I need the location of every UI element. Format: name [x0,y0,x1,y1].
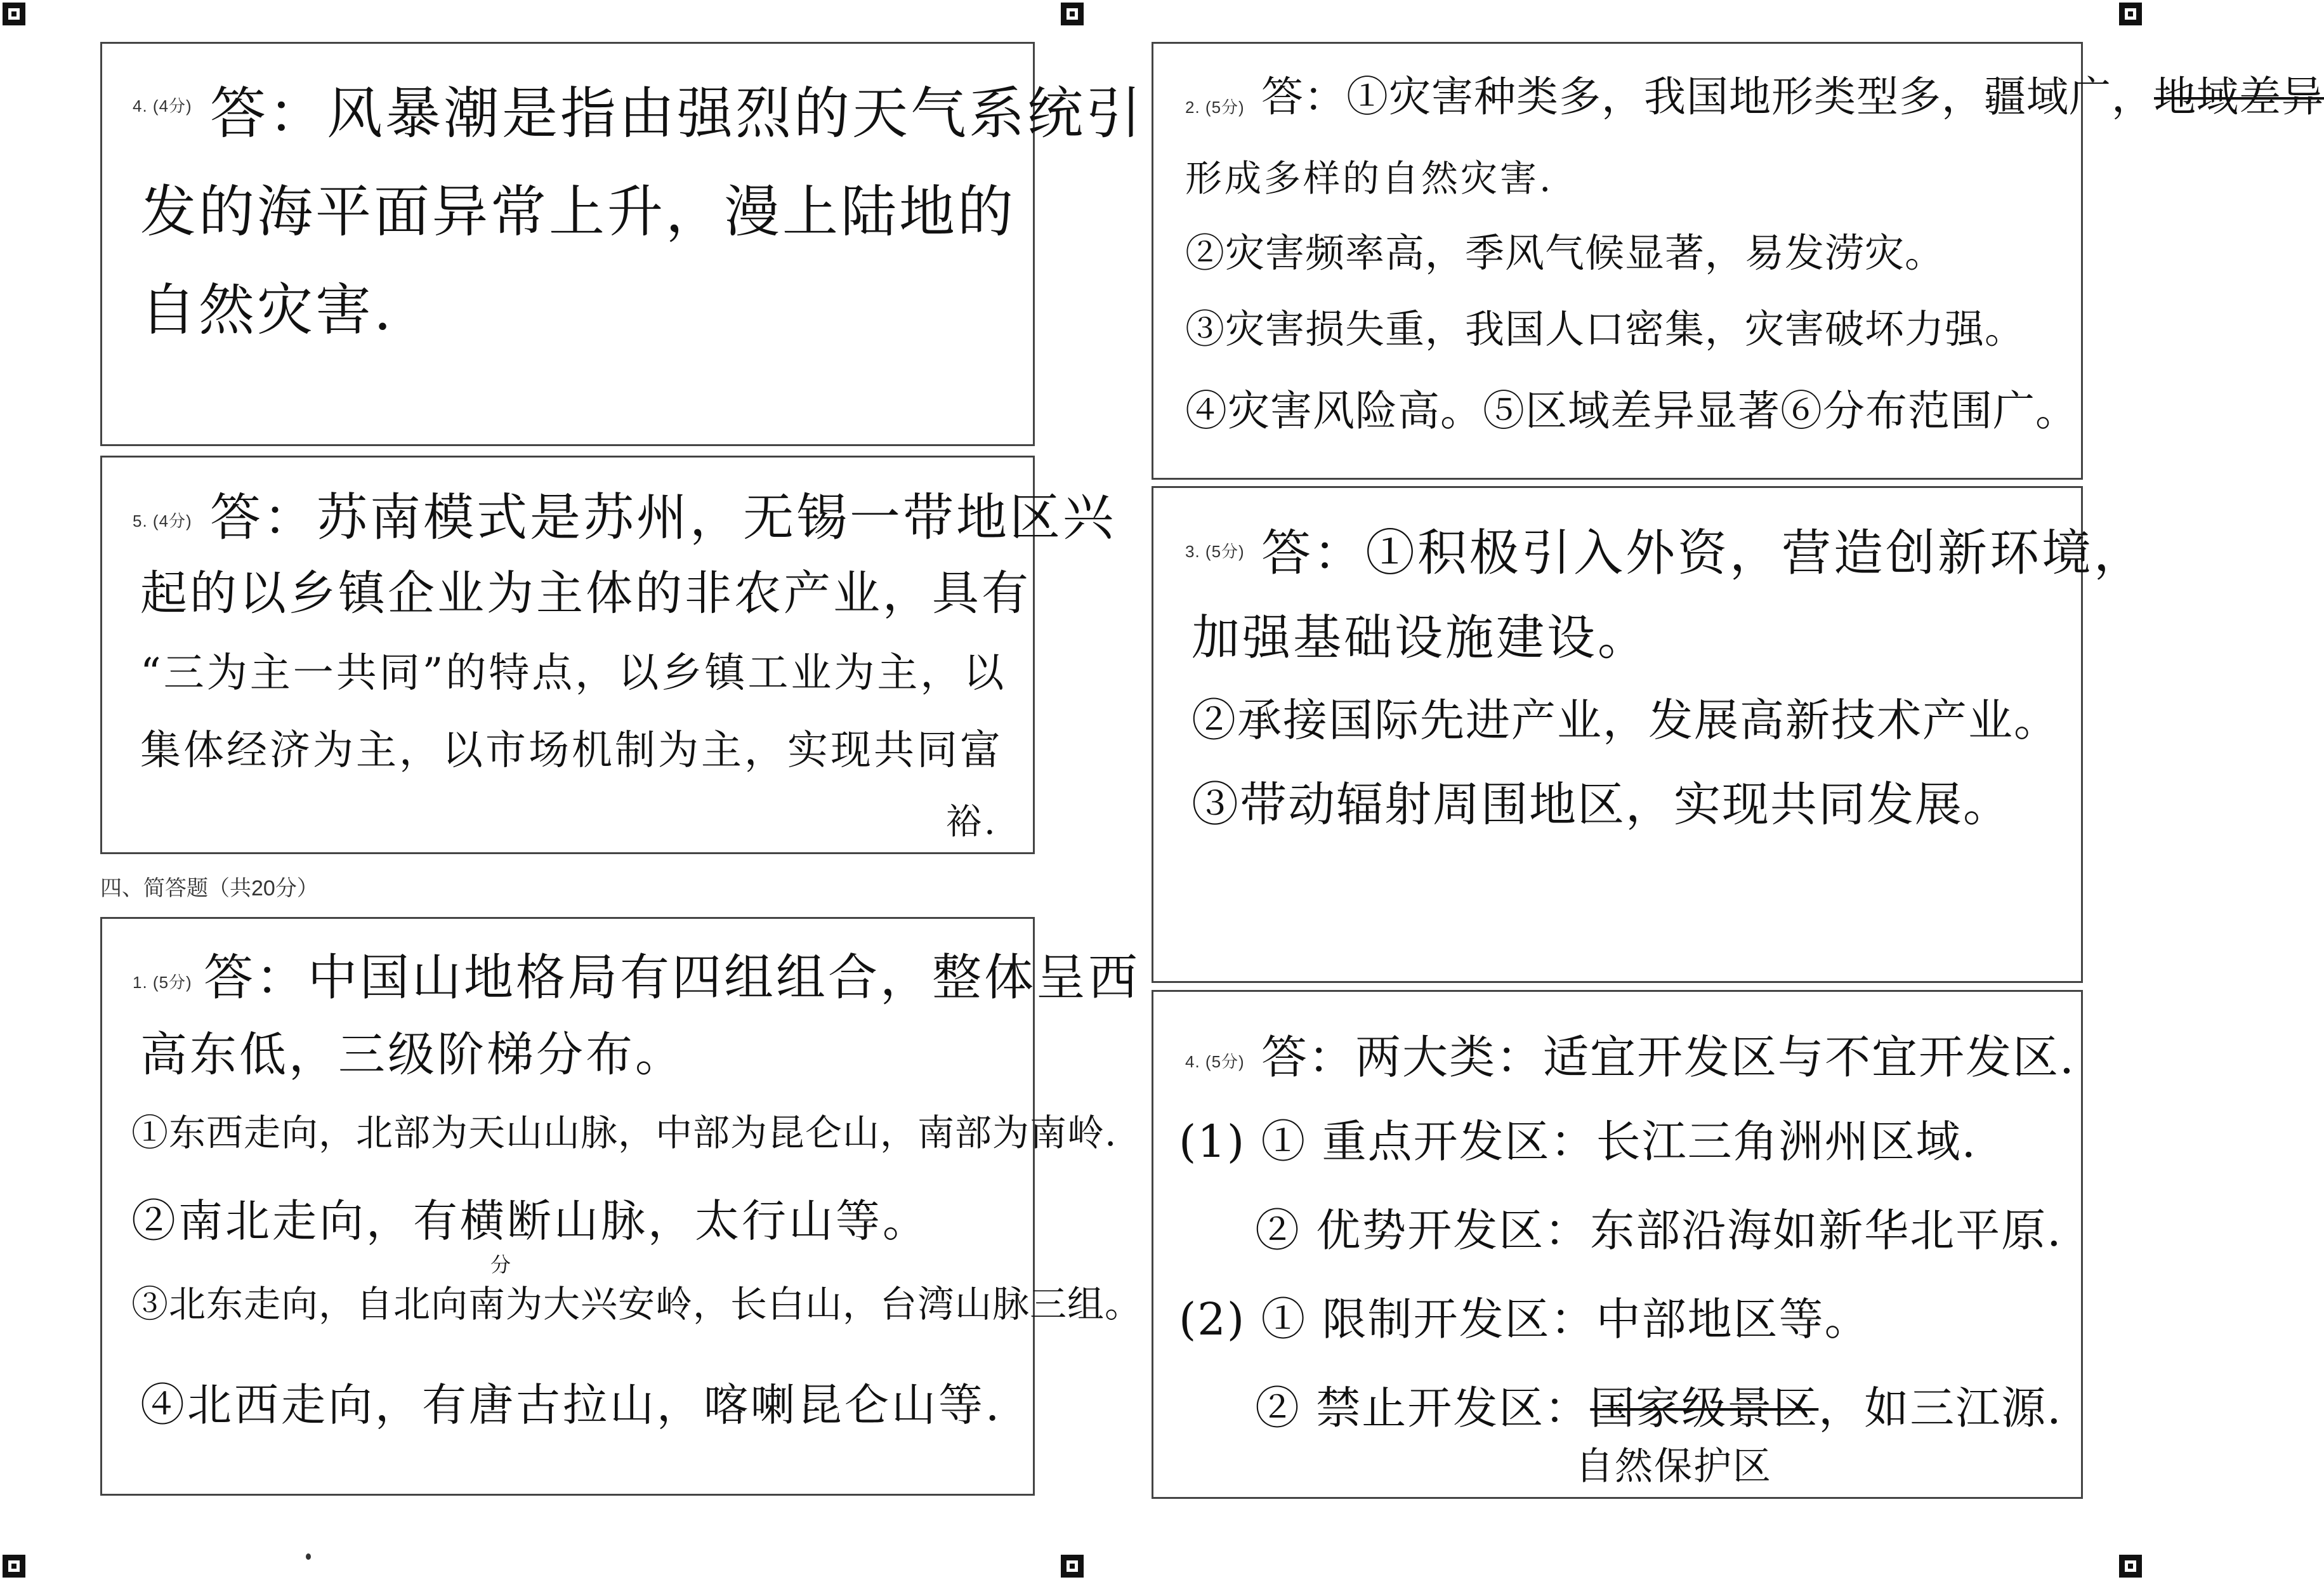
answer-line: 集体经济为主，以市场机制为主，实现共同富 [140,727,1003,774]
answer-line: 答：中国山地格局有四组组合，整体呈西 [204,949,1141,1006]
struck-text: 地域差异 [2154,72,2324,121]
answer-text: ，如三江源. [1818,1382,2063,1434]
answer-box-right-s3 [1152,486,2146,983]
question-number: 4. (5分) [1185,1052,1245,1071]
answer-line: 加强基础设施建设。 [1192,609,1648,666]
answer-line: 答：①积极引入外资，营造创新环境， [1261,525,2146,582]
margin-note: 分 [490,1253,511,1277]
answer-line [1261,63,2324,123]
answer-line: 高东低，三级阶梯分布。 [140,1027,685,1082]
question-number: 3. (5分) [1185,542,1245,561]
answer-line: ④北西走向，有唐古拉山，喀喇昆仑山等. [140,1379,1002,1431]
answer-line: 起的以乡镇企业为主体的非农产业，具有 [140,566,1031,621]
answer-line: ②南北走向，有横断山脉，太行山等。 [131,1195,929,1247]
question-number: 5. (4分) [133,511,192,531]
answer-line: ③带动辐射周围地区，实现共同发展。 [1192,777,2011,832]
answer-box-right-s4 [1152,990,2083,1499]
answer-box-right-s2 [1152,42,2324,480]
corner-marker-bottom-left [3,1555,25,1578]
corner-marker-bottom-right [2119,1555,2142,1578]
answer-line: ③灾害损失重，我国人口密集，灾害破坏力强。 [1185,306,2025,352]
answer-text: 答：①灾害种类多，我国地形类型多，疆域广， [1261,72,2154,121]
section-title: 四、简答题（共20分） [100,876,318,900]
answer-line: “三为主一共同”的特点，以乡镇工业为主，以 [140,650,1007,697]
answer-line: 形成多样的自然灾害. [1185,157,1554,200]
answer-line: (2) ① 限制开发区：中部地区等。 [1179,1293,1870,1345]
answer-line: 答：两大类：适宜开发区与不宜开发区. [1261,1031,2075,1084]
answer-line: 答：苏南模式是苏州，无锡一带地区兴 [210,488,1116,547]
answer-line: ③北东走向，自北向南为大兴安岭，长白山，台湾山脉三组。 [131,1282,1143,1326]
question-number: 1. (5分) [133,973,192,992]
answer-line: (1) ① 重点开发区：长江三角洲州区域. [1179,1116,1977,1168]
answer-line: 答：风暴潮是指由强烈的天气系统引 [210,81,1145,146]
answer-line: 裕. [946,801,998,843]
struck-text: 国家级景区 [1590,1382,1819,1434]
answer-line: 自然灾害. [140,277,394,343]
corner-marker-top-center [1061,3,1084,25]
question-number: 4. (4分) [133,96,192,115]
answer-box-left-q5 [100,456,1116,854]
answer-line: ②承接国际先进产业，发展高新技术产业。 [1192,694,2059,746]
answer-box-left-q4 [100,42,1145,446]
question-number: 2. (5分) [1185,98,1245,117]
answer-line: ②灾害频率高，季风气候显著，易发涝灾。 [1185,230,1945,276]
answer-line: 发的海平面异常上升，漫上陆地的 [140,179,1016,244]
corner-marker-bottom-center [1061,1555,1084,1578]
ink-speck [306,1553,311,1560]
corner-marker-top-right [2119,3,2142,25]
corner-marker-top-left [3,3,25,25]
answer-line: ② 优势开发区：东部沿海如新华北平原. [1255,1204,2063,1256]
answer-line: ④灾害风险高。⑤区域差异显著⑥分布范围广。 [1185,386,2078,435]
inserted-text: 自然保护区 [1575,1444,1772,1489]
answer-line: ①东西走向，北部为天山山脉，中部为昆仑山，南部为南岭. [131,1111,1117,1154]
answer-box-left-s1 [100,917,1143,1496]
answer-text: ② 禁止开发区： [1255,1382,1591,1434]
answer-line [1255,1373,2063,1437]
